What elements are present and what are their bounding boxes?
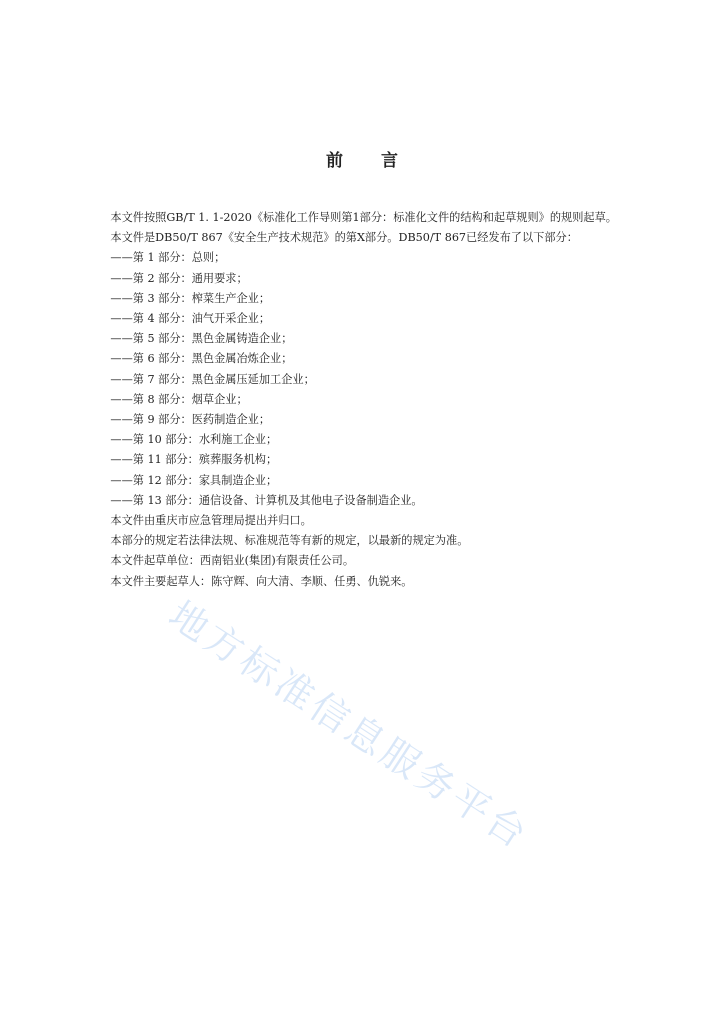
list-item: ——第 10 部分：水利施工企业； — [110, 433, 278, 447]
paragraph-drafting-rules: 本文件按照GB/T 1. 1-2020《标准化工作导则第1部分：标准化文件的结构和起草规则》的规则起草。 — [110, 211, 617, 224]
list-item: ——第 11 部分：殡葬服务机构； — [110, 453, 278, 467]
page-title — [0, 146, 724, 171]
parts-list — [88, 248, 636, 511]
list-item: ——第 8 部分：烟草企业； — [110, 392, 248, 406]
title-char-2: 言 — [381, 151, 398, 171]
watermark: 地方标准信息服务平台 — [161, 592, 538, 859]
paragraph-drafting-unit: 本文件起草单位：西南铝业(集团)有限责任公司。 — [110, 554, 355, 568]
paragraph-precedence: 本部分的规定若法律法规、标准规范等有新的规定，以最新的规定为准。 — [110, 534, 469, 548]
paragraph-proposer: 本文件由重庆市应急管理局提出并归口。 — [110, 514, 312, 528]
list-item: ——第 13 部分：通信设备、计算机及其他电子设备制造企业。 — [110, 493, 423, 507]
list-item: ——第 3 部分：榨菜生产企业； — [110, 291, 271, 305]
title-char-1: 前 — [326, 151, 343, 171]
list-item: ——第 7 部分：黑色金属压延加工企业； — [110, 372, 315, 386]
list-item: ——第 2 部分：通用要求； — [110, 271, 248, 285]
list-item: ——第 4 部分：油气开采企业； — [110, 312, 271, 326]
list-item: ——第 5 部分：黑色金属铸造企业； — [110, 332, 293, 346]
list-item: ——第 9 部分：医药制造企业； — [110, 413, 271, 427]
paragraph-drafters: 本文件主要起草人：陈守辉、向大清、李顺、任勇、仇锐来。 — [110, 574, 413, 588]
list-item: ——第 1 部分：总则； — [110, 251, 226, 265]
paragraph-series-intro: 本文件是DB50/T 867《安全生产技术规范》的第X部分。DB50/T 867已经发布了以下部分： — [110, 231, 578, 245]
list-item: ——第 12 部分：家具制造企业； — [110, 473, 278, 487]
document-body — [88, 208, 636, 592]
list-item: ——第 6 部分：黑色金属冶炼企业； — [110, 352, 293, 366]
